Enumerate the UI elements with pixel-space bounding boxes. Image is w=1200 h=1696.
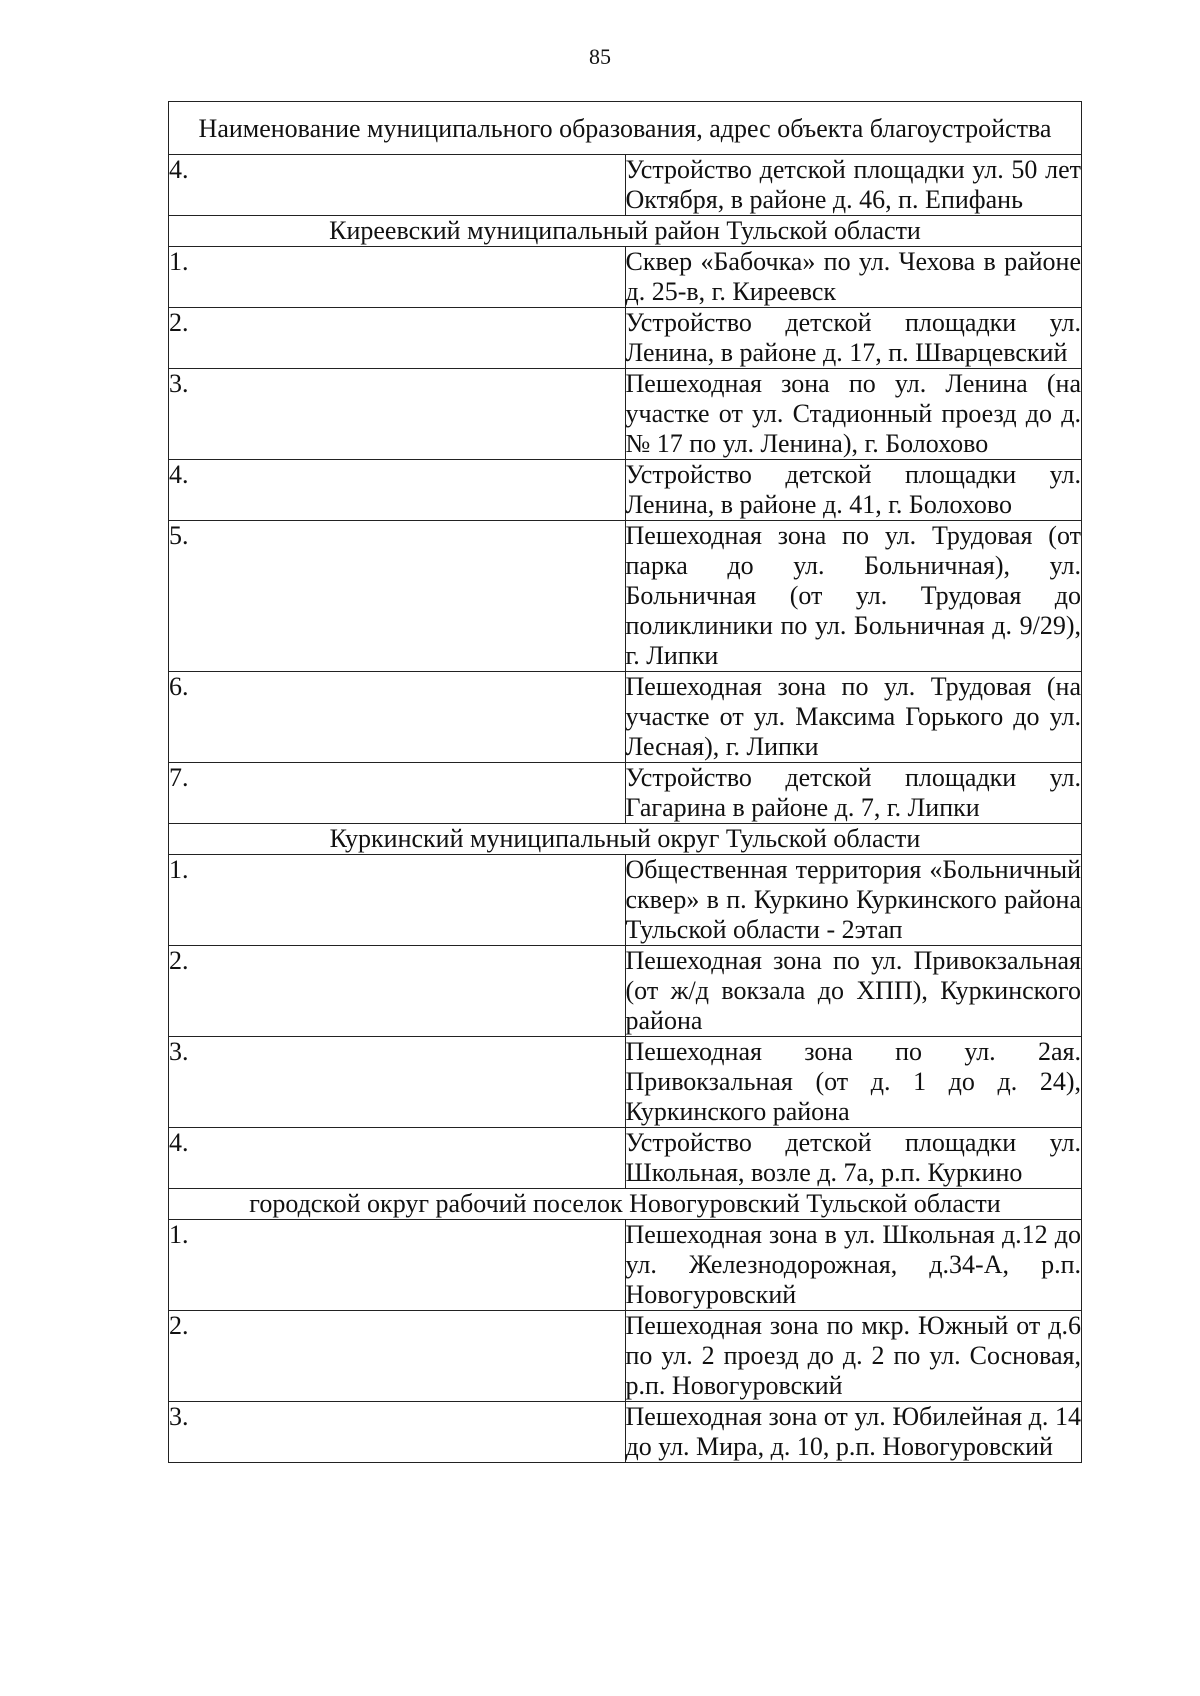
table-body: [169, 155, 1082, 1463]
table-row: [169, 247, 1082, 308]
table-row: [169, 1311, 1082, 1402]
row-number: 3.: [169, 369, 626, 460]
table-header: Наименование муниципального образования, адрес объекта благоустройства: [169, 102, 1082, 155]
table-row: [169, 369, 1082, 460]
page-number: 85: [589, 44, 611, 69]
row-text: Устройство детской площадки ул. 50 лет Октября, в районе д. 46, п. Епифань: [625, 155, 1081, 214]
table-row: [169, 763, 1082, 824]
row-number: 5.: [169, 521, 626, 672]
row-number: 2.: [169, 1311, 626, 1402]
section-row: [169, 216, 1082, 247]
row-number: 4.: [169, 1128, 626, 1189]
row-text: Пешеходная зона по ул. Ленина (на участке от ул. Стадионный проезд до д. № 17 по ул. Ленина), г. Болохово: [625, 369, 1081, 458]
section-title: Киреевский муниципальный район Тульской области: [169, 216, 1082, 247]
row-text: Пешеходная зона по ул. Привокзальная (от ж/д вокзала до ХПП), Куркинского района: [625, 946, 1081, 1035]
row-number: 6.: [169, 672, 626, 763]
table-row: [169, 1402, 1082, 1463]
section-title: городской округ рабочий поселок Новогуровский Тульской области: [169, 1189, 1082, 1220]
section-row: [169, 1189, 1082, 1220]
row-text: Пешеходная зона по ул. 2ая. Привокзальная (от д. 1 до д. 24), Куркинского района: [625, 1037, 1081, 1126]
objects-table: [168, 101, 1082, 1463]
section-row: [169, 824, 1082, 855]
table-row: [169, 521, 1082, 672]
row-number: 3.: [169, 1402, 626, 1463]
row-text: Устройство детской площадки ул. Гагарина в районе д. 7, г. Липки: [625, 763, 1081, 822]
table-row: [169, 946, 1082, 1037]
table-row: [169, 855, 1082, 946]
row-number: 3.: [169, 1037, 626, 1128]
table-row: [169, 1037, 1082, 1128]
row-text: Пешеходная зона по ул. Трудовая (на участке от ул. Максима Горького до ул. Лесная), г. Липки: [625, 672, 1081, 761]
table-row: [169, 155, 1082, 216]
row-text: Пешеходная зона в ул. Школьная д.12 до ул. Железнодорожная, д.34-А, р.п. Новогуровский: [625, 1220, 1081, 1309]
section-title: Куркинский муниципальный округ Тульской области: [169, 824, 1082, 855]
row-text: Пешеходная зона по ул. Трудовая (от парка до ул. Больничная), ул. Больничная (от ул. Трудовая до поликлиники по ул. Больничная д. 9/29), г. Липки: [625, 521, 1081, 670]
row-text: Устройство детской площадки ул. Ленина, в районе д. 17, п. Шварцевский: [625, 308, 1081, 367]
row-number: 1.: [169, 855, 626, 946]
row-number: 2.: [169, 946, 626, 1037]
table-header-row: [169, 102, 1082, 155]
row-text: Пешеходная зона от ул. Юбилейная д. 14 до ул. Мира, д. 10, р.п. Новогуровский: [625, 1402, 1081, 1461]
row-text: Пешеходная зона по мкр. Южный от д.6 по ул. 2 проезд до д. 2 по ул. Сосновая, р.п. Новогуровский: [625, 1311, 1081, 1400]
row-number: 2.: [169, 308, 626, 369]
table-row: [169, 1128, 1082, 1189]
row-number: 4.: [169, 460, 626, 521]
row-text: Устройство детской площадки ул. Школьная, возле д. 7а, р.п. Куркино: [625, 1128, 1081, 1187]
row-number: 4.: [169, 155, 626, 216]
table-row: [169, 1220, 1082, 1311]
row-number: 1.: [169, 1220, 626, 1311]
row-text: Сквер «Бабочка» по ул. Чехова в районе д. 25-в, г. Киреевск: [625, 247, 1081, 306]
row-number: 1.: [169, 247, 626, 308]
table-row: [169, 460, 1082, 521]
table-row: [169, 672, 1082, 763]
row-text: Общественная территория «Больничный сквер» в п. Куркино Куркинского района Тульской области - 2этап: [625, 855, 1081, 944]
row-number: 7.: [169, 763, 626, 824]
table-row: [169, 308, 1082, 369]
row-text: Устройство детской площадки ул. Ленина, в районе д. 41, г. Болохово: [625, 460, 1081, 519]
